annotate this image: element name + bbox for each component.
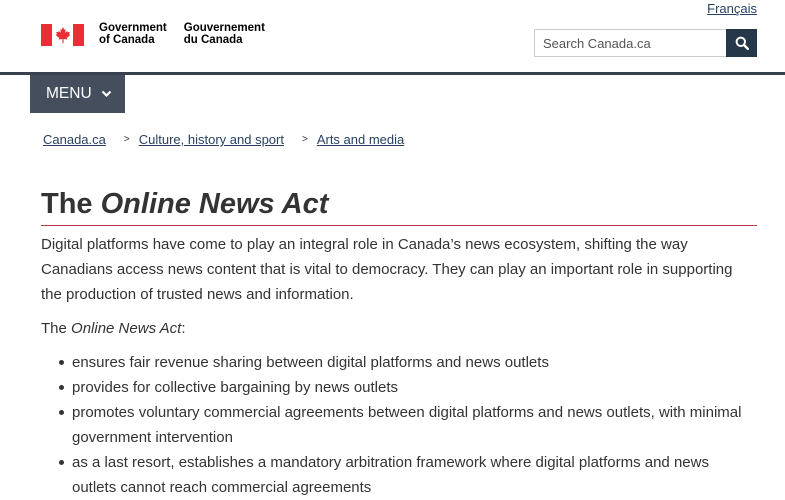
list-item: promotes voluntary commercial agreements between digital platforms and news outlets, with minimal government intervention — [72, 400, 757, 450]
search-form — [534, 29, 757, 57]
title-underline — [41, 225, 757, 226]
government-signature[interactable] — [41, 22, 265, 46]
menu-button[interactable] — [30, 75, 125, 113]
language-toggle-link[interactable]: Français — [707, 1, 757, 16]
list-lead-text: The Online News Act: — [41, 320, 186, 337]
search-input[interactable] — [534, 29, 726, 57]
intro-paragraph: Digital platforms have come to play an integral role in Canada’s news ecosystem, shifting the way Canadians access news content that is vital to democracy. They can play an important role in supporting the production of trusted news and information. — [41, 236, 733, 303]
act-provisions-list — [41, 350, 757, 500]
canada-flag-icon — [41, 24, 84, 46]
breadcrumb-separator: > — [123, 134, 130, 145]
list-item: provides for collective bargaining by news outlets — [72, 375, 757, 400]
search-icon — [735, 36, 749, 50]
page-title: The Online News Act — [41, 188, 329, 220]
signature-french: Gouvernement du Canada — [183, 22, 265, 46]
search-button[interactable] — [726, 29, 757, 57]
list-item: ensures fair revenue sharing between digital platforms and news outlets — [72, 350, 757, 375]
breadcrumb-culture-history-sport[interactable]: Culture, history and sport — [138, 132, 284, 147]
breadcrumb — [43, 132, 404, 147]
menu-label: MENU — [46, 85, 92, 102]
list-item: as a last resort, establishes a mandatory arbitration framework where digital platforms and news outlets cannot reach commercial agreements — [72, 450, 757, 500]
breadcrumb-arts-media[interactable]: Arts and media — [316, 132, 405, 147]
breadcrumb-separator: > — [301, 134, 308, 145]
breadcrumb-canada-ca[interactable]: Canada.ca — [43, 132, 106, 147]
chevron-down-icon — [101, 90, 112, 98]
signature-english: Government of Canada — [99, 22, 167, 46]
